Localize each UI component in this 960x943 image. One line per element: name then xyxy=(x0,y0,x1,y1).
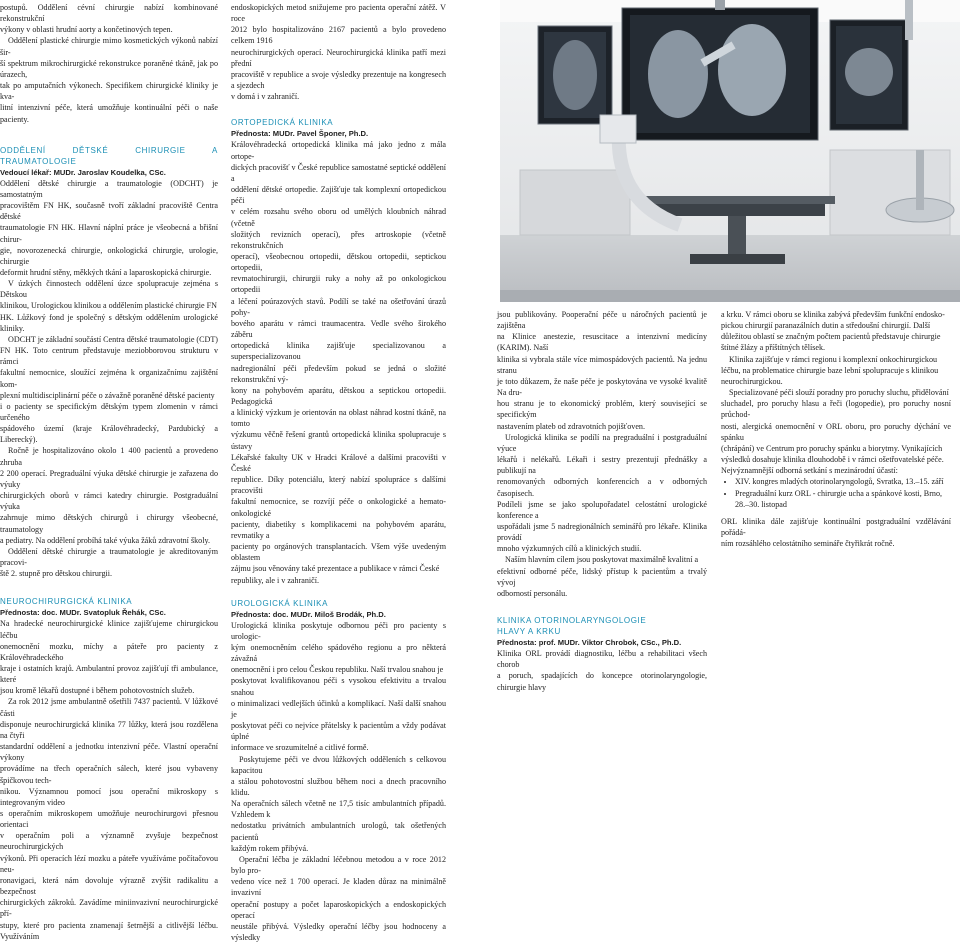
text-line: Ročně je hospitalizováno okolo 1 400 pacientů a provedeno zhruba xyxy=(0,446,218,467)
text-line: ronavigaci, která nám dovoluje výrazně zvýšit radikalitu a bezpečnost xyxy=(0,875,218,897)
col3-top-text xyxy=(497,309,707,599)
text-line: neurochirurgických operací. Neurochirurgická klinika patří mezi přední xyxy=(231,47,446,68)
section-heading: UROLOGICKÁ KLINIKA xyxy=(231,598,329,608)
text-line: i o pacienty se specifickým dětským typem zlomenin v rámci určeného xyxy=(0,401,218,422)
text-line: V úzkých činnostech oddělení úzce spolupracuje zejména s Dětskou xyxy=(0,279,218,300)
section-heading: KLINIKA OTORINOLARYNGOLOGIE xyxy=(497,616,647,626)
text-line: a léčení poúrazových stavů. Podílí se také na ošetřování úrazů pohy- xyxy=(231,296,446,317)
section-lead: Přednosta: prof. MUDr. Viktor Chrobok, CSc., Ph.D. xyxy=(497,638,682,648)
text-line: důležitou oblastí se značným počtem pacientů představuje chirurgie xyxy=(721,332,941,342)
events-list xyxy=(721,476,951,509)
text-line: lékařů i nelékařů. Lékaři i sestry prezentují přednášky a publikují na xyxy=(497,455,707,476)
text-line: 2 200 operací. Pregraduální výuka dětské chirurgie je zařazena do výuky xyxy=(0,468,218,489)
section-heading-line-2: HLAVY A KRKU xyxy=(497,627,561,637)
text-line: postupů. Oddělení cévní chirurgie nabízí kombinované rekonstrukční xyxy=(0,3,218,24)
text-line: kraje i ostatních krajů. Ambulantní provoz zajišťují tři ambulance, které xyxy=(0,663,218,685)
text-line: HK. Lůžkový fond je společný s dětským oddělením urologické kliniky. xyxy=(0,312,218,333)
text-line: nadregionální péči především pokud se jedná o složité rekonstrukční vý- xyxy=(231,363,446,384)
text-line: fakultní nemocnice, se rozvíjí péče o onkologické a hemato-onkologické xyxy=(231,497,446,518)
text-line: revmatochirurgii, chirurgii ruky a nohy až po onkologickou ortopedii xyxy=(231,274,446,295)
text-line: onemocnění i pro celou Českou republiku. Naší trvalou snahou je xyxy=(231,665,444,675)
text-line: a pediatry. Na oddělení probíhá také výuka žáků zdravotní školy. xyxy=(0,535,210,545)
text-line: (chrápání) ve Centrum pro poruchy spánku a biorytmy. Vynikajících xyxy=(721,443,943,453)
text-line: Poskytujeme péči ve dvou lůžkových odděleních s celkovou kapacitou xyxy=(231,754,446,775)
text-line: renomovaných odborných konferencích a v odborných časopisech. xyxy=(497,477,707,498)
section-lead: Přednosta: doc. MUDr. Miloš Brodák, Ph.D. xyxy=(231,609,386,619)
text-line: disponuje neurochirurgická klinika 77 lůžky, která jsou rozdělena na čtyři xyxy=(0,719,218,740)
text-line: každým rokem přibývá. xyxy=(231,843,309,853)
text-line: hou stranu je to ekonomický problém, který související se specifickým xyxy=(497,399,707,420)
section-pediatric-surgery xyxy=(0,145,218,580)
section-lead: Přednosta: MUDr. Pavel Šponer, Ph.D. xyxy=(231,129,369,139)
text-line: Za rok 2012 jsme ambulantně ošetřili 7437 pacientů. V lůžkové části xyxy=(0,697,218,718)
section-ent xyxy=(497,615,707,693)
text-line: stupy, které pro pacienta znamenají šetrnější a citlivější léčbu. Využíváním xyxy=(0,920,218,941)
section-urology xyxy=(231,598,446,943)
text-line: ORL klinika dále zajišťuje kontinuální postgraduální vzdělávání pořádá- xyxy=(721,516,951,537)
text-line: ODCHT je základní součástí Centra dětské traumatologie (CDT) xyxy=(8,334,219,344)
text-line: s operačním mikroskopem umožňuje neurochirurgovi přesnou orientaci xyxy=(0,809,218,830)
text-line: pacienty po orgánových transplantacích. Všem výše uvedeným oblastem xyxy=(231,542,446,563)
text-line: na Klinice anestezie, resuscitace a intenzivní medicíny (KARIM). Naší xyxy=(497,332,707,353)
text-line: klinika si vybrala stále více mimospádových pacientů. Na jednu stranu xyxy=(497,354,707,375)
text-line: tak po amputačních výkonech. Specifikem chirurgické kliniky je kva- xyxy=(0,81,218,102)
text-line: Urologická klinika se podílí na pregraduální i postgraduální výuce xyxy=(497,432,707,453)
text-line: Oddělení dětské chirurgie a traumatologie (ODCHT) je samostatným xyxy=(0,178,218,199)
text-line: bového aparátu v rámci traumacentra. Vedle svého širokého záběru xyxy=(231,318,446,340)
text-line: Klinika zajišťuje v rámci regionu i komplexní onkochirurgickou xyxy=(729,354,938,364)
text-line: spádového území (kraje Královéhradecký, Pardubický a Liberecký). xyxy=(0,424,218,445)
list-item xyxy=(735,488,951,510)
text-line: Na operačních sálech včetně ne 17,5 tisíc ambulantních případů. Vzhledem k xyxy=(231,799,446,820)
text-line: ště 2. stupně pro dětskou chirurgii. xyxy=(0,569,113,579)
column-2 xyxy=(231,2,446,943)
list-item: • XIV. kongres mladých otorinolaryngologů, Svratka, 13.–15. září xyxy=(735,476,951,487)
column-4 xyxy=(721,309,951,549)
text-line: efektivní odborné péče, lidský přístup k pacientům a trvalý vývoj xyxy=(497,566,707,587)
col2-top-text xyxy=(231,2,446,102)
text-line: provádíme na třech operačních sálech, které jsou vybaveny špičkovou tech- xyxy=(0,764,218,785)
text-line: neustále přibývá. Výsledky operační léčby jsou hodnoceny a výsledky xyxy=(231,921,446,943)
text-line: a stálou pohotovostní službou během noci a dnech pracovního klidu. xyxy=(231,776,446,797)
text-line: standardní oddělení a jednotku intenzivní péče. Vlastní operační výkony xyxy=(0,742,218,763)
text-line: v operačním poli a významně zvyšuje bezpečnost neurochirurgických xyxy=(0,831,218,852)
text-line: republice. Díky potenciálu, který nabízí spolupráce s dalšími pracovišti xyxy=(231,475,446,496)
operating-room-illustration xyxy=(500,0,960,302)
text-line: Lékařské fakulty UK v Hradci Králové a dalšími pracovišti v České xyxy=(231,452,446,473)
text-line: republiky, ale i v zahraničí. xyxy=(231,575,320,585)
text-line: jsou kromě lékařů dostupné i během pohotovostních služeb. xyxy=(0,686,195,696)
section-heading: ODDĚLENÍ DĚTSKÉ CHIRURGIE A TRAUMATOLOGIE xyxy=(0,145,218,166)
text-line: onemocnění mozku, míchy a páteře pro pacienty z Královéhradeckého xyxy=(0,641,218,662)
text-line: chirurgických oborů v rámci katedry chirurgie. Postgraduální výuka xyxy=(0,491,218,512)
text-line: Urologická klinika poskytuje odbornou péči pro pacienty s urologic- xyxy=(231,620,446,641)
text-line: odborností personálu. xyxy=(497,588,568,598)
col1-top-text xyxy=(0,2,218,125)
section-lead: Přednosta: doc. MUDr. Svatopluk Řehák, CSc. xyxy=(0,608,166,618)
text-line: pickou chirurgií paranazálních dutin a středoušní chirurgií. Další xyxy=(721,321,931,331)
text-line: Oddělení plastické chirurgie mimo kosmetických výkonů nabízí šir- xyxy=(0,36,218,57)
text-line: informace ve srozumitelné a citlivé formě. xyxy=(231,743,369,753)
text-line: složitých revizních operací), přes artroskopie (včetně rekonstrukčních xyxy=(231,229,446,250)
text-line: FN HK. Toto centrum představuje meziobborovou strukturu v rámci xyxy=(0,346,218,367)
text-line: uspořádali jsme 5 nadregionálních seminářů pro lékaře. Klinika provádí xyxy=(497,521,707,543)
text-line: fakultní nemocnice, sloužící zejména k organizačnímu zajištění kom- xyxy=(0,368,218,389)
text-line: traumatologie FN HK. Hlavní náplní práce je všeobecná a břišní chirur- xyxy=(0,223,218,244)
text-line: plexní multidisciplinární péče o závažně poraněné dětské pacienty xyxy=(0,390,215,400)
text-line: gie, novorozenecká chirurgie, onkologická chirurgie, urologie, chirurgie xyxy=(0,245,218,266)
text-line: poskytovat kvalifikovanou péči s vysokou efektivitu a trvalou snahou xyxy=(231,676,446,697)
section-heading: ORTOPEDICKÁ KLINIKA xyxy=(231,118,334,128)
text-line: ním rozsáhlého celostátního semináře čtyřikrát ročně. xyxy=(721,539,895,549)
text-line: výsledků dosahuje klinika dlouhodobě i v rámci ošetřovatelské péče. xyxy=(721,455,944,465)
text-line: ortopedická klinika zajišťuje specializovanou a superspecializovanou xyxy=(231,341,446,362)
text-line: jsou publikovány. Pooperační péče u náročných pacientů je zajištěna xyxy=(497,310,707,331)
section-orthopedics xyxy=(231,117,446,585)
text-line: sluchadel, pro poruchy hlasu a řeči (logopedie), pro poruchy nosní průchod- xyxy=(721,399,951,420)
text-line: klinikou, Urologickou klinikou a oddělením plastické chirurgie FN xyxy=(0,301,217,311)
text-line: nedostatku privátních ambulantních urologů, tak ošetřených pacientů xyxy=(231,821,446,842)
text-line: deformit hrudní stěny, měkkých tkání a laparoskopická chirurgie. xyxy=(0,267,212,277)
text-line: kony na pohybovém aparátu, dětskou a septickou ortopedii. Pedagogická xyxy=(231,385,446,406)
column-1 xyxy=(0,2,218,942)
text-line: štítné žlázy a příštítných tělísek. xyxy=(721,343,826,353)
text-line: Operační léčba je základní léčebnou metodou a v roce 2012 bylo pro- xyxy=(231,854,446,876)
text-line: a poruch, spadajících do koncepce otorinolaryngologie, chirurgie hlavy xyxy=(497,671,707,692)
text-line: a krku. V rámci oboru se klinika zabývá především funkční endosko- xyxy=(721,310,945,319)
text-line: operací), všeobecnou ortopedii, dětskou ortopedii, septickou ortopedii, xyxy=(231,251,446,273)
text-line: kým onemocněním celého spádového regionu a pro některá závažná xyxy=(231,642,446,664)
text-line: nosti, alergická onemocnění v ORL oboru, pro poruchy dýchání ve spánku xyxy=(721,421,951,442)
text-line: mnoho výzkumných cílů a klinických studií. xyxy=(497,544,642,554)
text-line: výzkumu věčně řešení grantů ortopedická klinika spolupracuje s ústavy xyxy=(231,430,446,451)
text-line: Královéhradecká ortopedická klinika má jako jedno z mála ortope- xyxy=(231,140,446,161)
text-line: nikou. Významnou pomocí jsou operační mikroskopy s integrovaným video xyxy=(0,786,218,807)
text-line: výkony v oblasti hrudní aorty a končetinových tepen. xyxy=(0,25,173,35)
list-item-text: Pregraduální kurz ORL - chirurgie ucha a spánkové kosti, Brno, xyxy=(735,488,943,498)
text-line: v domá i v zahraničí. xyxy=(231,92,300,102)
text-line: litní intenzivní péče, která umožňuje kontinuální péči o naše pacienty. xyxy=(0,103,218,124)
text-line: léčbu, na problematice chirurgie baze lební spolupracuje s klinikou xyxy=(721,365,939,375)
text-line: Klinika ORL provádí diagnostiku, léčbu a rehabilitaci všech chorob xyxy=(497,649,707,670)
text-line: pacienty, diabetiky s komplikacemi na pohybovém aparátu, revmatiky a xyxy=(231,519,446,540)
section-neurosurgery xyxy=(0,596,218,942)
text-line: o minimalizaci vedlejších účinků a komplikací. Naší další snahou je xyxy=(231,698,446,719)
events-intro: Nejvýznamnější odborná setkání s mezinárodní účastí: xyxy=(721,466,898,476)
column-3 xyxy=(497,309,707,693)
text-line: pracovištěm FN HK, současně tvoří základní pracoviště Centra dětské xyxy=(0,201,218,222)
text-line: a klinický výzkum je orientován na oblast náhrad kostní tkáně, na tomto xyxy=(231,408,446,429)
text-line: chirurgických zákroků. Zavádíme miniinvazivní neurochirurgické pří- xyxy=(0,898,218,919)
text-line: zájmu jsou věnovány také prezentace a publikace v rámci České xyxy=(231,564,440,574)
text-line: zahrnuje mimo dětských chirurgů i chirurgy všeobecné, traumatology xyxy=(0,513,218,534)
text-line: je toto důkazem, že naše péče je poskytována ve vysoké kvalitě Na dru- xyxy=(497,376,707,398)
text-line: vedeno více než 1 700 operací. Je kladen důraz na minimálně invazivní xyxy=(231,877,446,898)
text-line: oddělení dětské ortopedie. Zajišťuje tak komplexní ortopedickou péči xyxy=(231,185,446,206)
text-line: dických pracovišť v České republice samostatné septické oddělení a xyxy=(231,162,446,183)
list-item-text-cont: 28.–30. listopad xyxy=(735,499,787,509)
text-line: pracoviště v republice a svoje výsledky prezentuje na kongresech a sjezdech xyxy=(231,69,446,91)
text-line: Specializované péči slouží poradny pro poruchy sluchu, přidělování xyxy=(729,388,949,398)
text-line: poskytovat péči co nejvíce přátelsky k pacientům a vždy podávat úplné xyxy=(231,721,446,742)
section-lead: Vedoucí lékař: MUDr. Jaroslav Koudelka, CSc. xyxy=(0,167,166,177)
text-line: v celém rozsahu svého oboru od umělých kloubních náhrad (včetně xyxy=(231,207,446,228)
operating-room-photo xyxy=(500,0,960,302)
text-line: neurochirurgickou. xyxy=(721,376,783,386)
text-line: Na hradecké neurochirurgické klinice zajišťujeme chirurgickou léčbu xyxy=(0,619,218,640)
text-line: 2012 bylo hospitalizováno 2167 pacientů a bylo provedeno celkem 1916 xyxy=(231,25,446,46)
text-line: Podíleli jsme se jako spolupořadatel celostátní urologické konference a xyxy=(497,499,707,520)
text-line: Naším hlavním cílem jsou poskytovat maximálně kvalitní a xyxy=(505,555,699,565)
text-line: ší spektrum mikrochirurgické rekonstrukce poraněné tkáně, jak po úrazech, xyxy=(0,58,218,79)
text-line: operační postupy a počet laparoskopických a endoskopických operací xyxy=(231,899,446,920)
text-line: endoskopických metod snižujeme pro pacienta operační zátěž. V roce xyxy=(231,3,446,24)
text-line: nastavením plateb od zdravotních pojišťoven. xyxy=(497,421,645,431)
section-heading: NEUROCHIRURGICKÁ KLINIKA xyxy=(0,597,133,607)
text-line: Oddělení dětské chirurgie a traumatologie je akreditovaným pracovi- xyxy=(0,546,218,568)
text-line: výkonů. Při operacích lézí mozku a páteře využíváme počítačovou neu- xyxy=(0,853,218,874)
